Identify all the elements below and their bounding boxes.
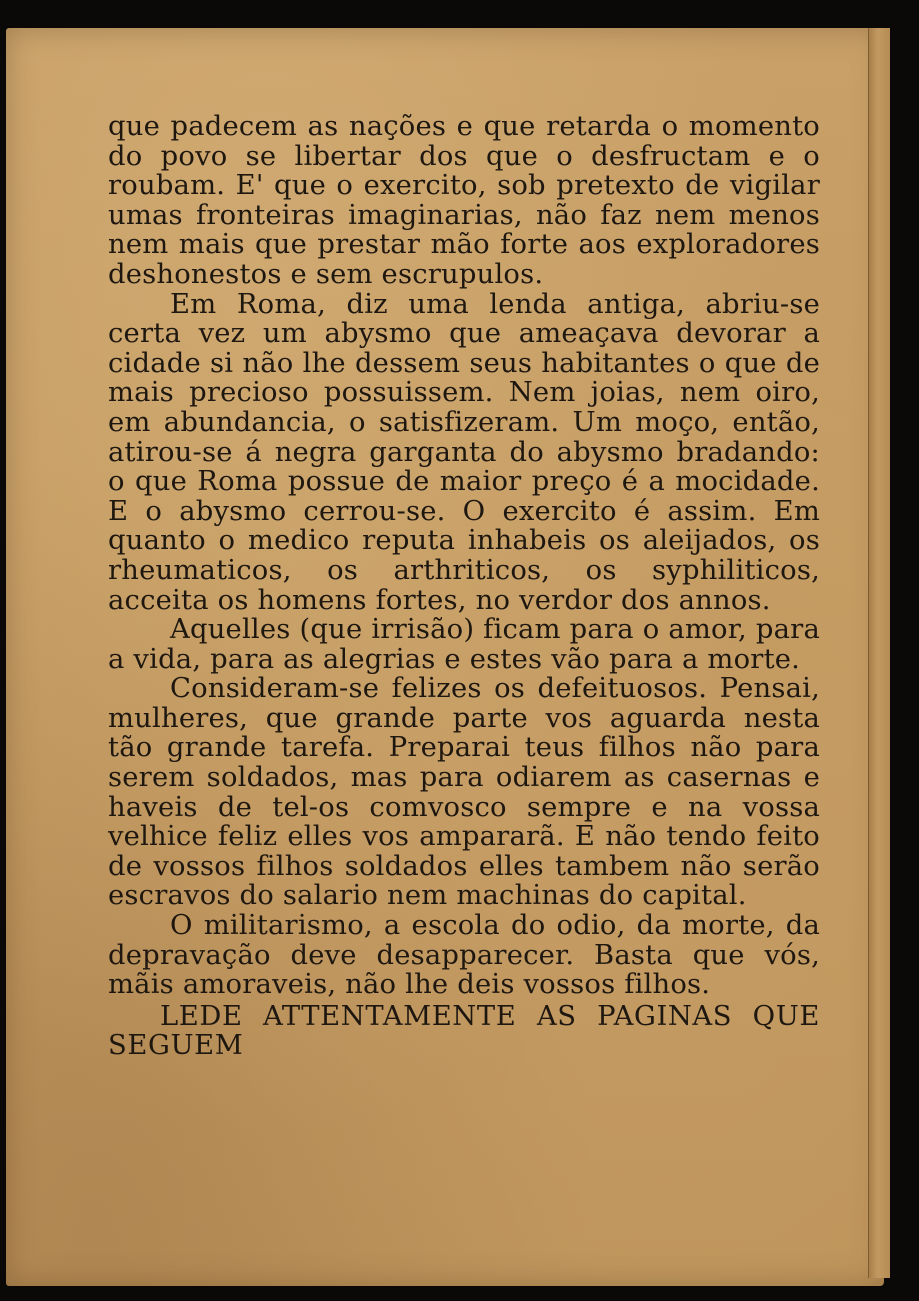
paragraph-2: Em Roma, diz uma lenda antiga, abriu-se certa vez um abysmo que ameaçava devorar a cidade si não lhe dessem seus habitantes o que de mais precioso possuissem. Nem joias, nem oiro, em abundancia, o satisfizeram. Um moço, então, atirou-se á negra garganta do abysmo bradando: o que Roma possue de maior preço é a mocidade. E o abysmo cerrou-se. O exercito é assim. Em quanto o medico reputa inhabeis os aleijados, os rheumaticos, os arthriticos, os syphiliticos, acceita os homens fortes, no verdor dos annos. [108,288,820,616]
body-text [108,112,820,1061]
closing-line: LEDE ATTENTAMENTE AS PAGINAS QUE SEGUEM [108,1000,820,1062]
scan-border-right [890,28,919,1301]
page-edge [868,28,891,1278]
paragraph-1: que padecem as nações e que retarda o momento do povo se libertar dos que o desfructam e o roubam. E' que o exercito, sob pretexto de vigilar umas fronteiras imaginarias, não faz nem menos nem mais que prestar mão forte aos exploradores deshonestos e sem escrupulos. [108,111,820,290]
paragraph-4: Consideram-se felizes os defeituosos. Pensai, mulheres, que grande parte vos aguarda nesta tão grande tarefa. Preparai teus filhos não para serem soldados, mas para odiarem as casernas e haveis de tel-os comvosco sempre e na vossa velhice feliz elles vos ampararã. E não tendo feito de vossos filhos soldados elles tambem não serão escravos do salario nem machinas do capital. [108,673,820,912]
paragraph-5: O militarismo, a escola do odio, da morte, da depravação deve desapparecer. Basta que vós, mãis amoraveis, não lhe deis vossos filhos. [108,910,820,1001]
paragraph-3: Aquelles (que irrisão) ficam para o amor, para a vida, para as alegrias e estes vão para a morte. [108,614,820,675]
